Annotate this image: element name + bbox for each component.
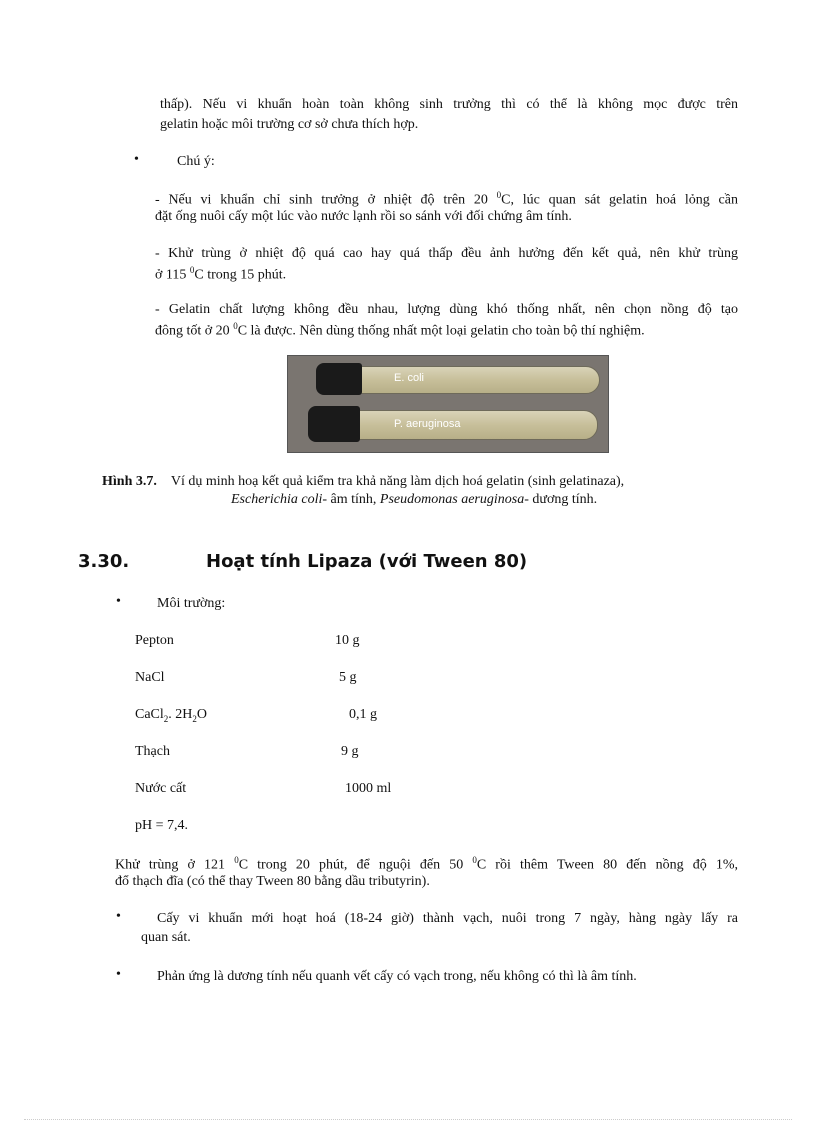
tube-cap xyxy=(316,363,362,395)
medium-heading: Môi trường: xyxy=(157,596,226,611)
caption-label: Hình 3.7. xyxy=(102,474,157,489)
paragraph-line: Khử trùng ở 121 $^0$C trong 20 phút, để nguội đến 50 $^0$C rồi thêm Tween 80 đến nồng độ 1%, xyxy=(115,855,738,873)
bullet-icon: • xyxy=(134,152,139,167)
ingredient-amount: 0,1 g xyxy=(349,707,377,722)
figure-photo xyxy=(287,355,609,453)
ingredient-name: CaCl$_2$. $2H_2O$ xyxy=(135,707,208,724)
note-line: - Khử trùng ở nhiệt độ quá cao hay quá thấp đều ảnh hưởng đến kết quả, nên khử trùng xyxy=(155,246,738,261)
note-line: ở 115 $^0$C trong 15 phút. xyxy=(155,265,287,283)
bullet-line: Cấy vi khuẩn mới hoạt hoá (18-24 giờ) thành vạch, nuôi trong 7 ngày, hàng ngày lấy ra xyxy=(157,911,738,926)
bullet-icon: • xyxy=(116,967,121,982)
ingredient-amount: 1000 ml xyxy=(345,781,392,796)
paragraph-line: thấp). Nếu vi khuẩn hoàn toàn không sinh trưởng thì có thể là không mọc được trên xyxy=(160,97,738,112)
ingredient-name: NaCl xyxy=(135,670,165,685)
bullet-icon: • xyxy=(116,909,121,924)
ingredient-name: Pepton xyxy=(135,633,174,648)
note-line: - Gelatin chất lượng không đều nhau, lượng dùng khó thống nhất, nên chọn nồng độ tạo xyxy=(155,302,738,317)
ph-value: pH = 7,4. xyxy=(135,818,189,833)
bullet-line: Phản ứng là dương tính nếu quanh vết cấy có vạch trong, nếu không có thì là âm tính. xyxy=(157,969,637,984)
page-footer-divider xyxy=(24,1119,792,1120)
ingredient-amount: 5 g xyxy=(339,670,357,685)
ingredient-amount: 10 g xyxy=(335,633,360,648)
section-number: 3.30. xyxy=(78,551,130,572)
bullet-line: quan sát. xyxy=(141,930,191,945)
tube-label-paeruginosa: P. aeruginosa xyxy=(394,418,461,430)
tube-label-ecoli: E. coli xyxy=(394,372,424,384)
section-title: Hoạt tính Lipaza (với Tween 80) xyxy=(206,551,528,572)
paragraph-line: đổ thạch đĩa (có thể thay Tween 80 bằng dầu tributyrin). xyxy=(115,874,430,889)
tube-cap xyxy=(308,406,360,442)
paragraph-line: gelatin hoặc môi trường cơ sở chưa thích hợp. xyxy=(160,117,419,132)
ingredient-name: Nước cất xyxy=(135,781,187,796)
note-line: đông tốt ở 20 $^0$C là được. Nên dùng thống nhất một loại gelatin cho toàn bộ thí nghiệm. xyxy=(155,321,645,339)
bullet-icon: • xyxy=(116,594,121,609)
note-line: đặt ống nuôi cấy một lúc vào nước lạnh rồi so sánh với đối chứng âm tính. xyxy=(155,209,572,224)
ingredient-amount: 9 g xyxy=(341,744,359,759)
note-heading: Chú ý: xyxy=(177,154,215,169)
figure-caption: Hình 3.7. Ví dụ minh hoạ kết quả kiểm tra khả năng làm dịch hoá gelatin (sinh gelatinaza), xyxy=(102,474,625,489)
figure-caption-line2: Escherichia coli- âm tính, Pseudomonas aeruginosa- dương tính. xyxy=(231,492,598,507)
ingredient-name: Thạch xyxy=(135,744,170,759)
note-line: - Nếu vi khuẩn chỉ sinh trưởng ở nhiệt độ trên 20 $^0$C, lúc quan sát gelatin hoá lỏng cần xyxy=(155,190,738,208)
